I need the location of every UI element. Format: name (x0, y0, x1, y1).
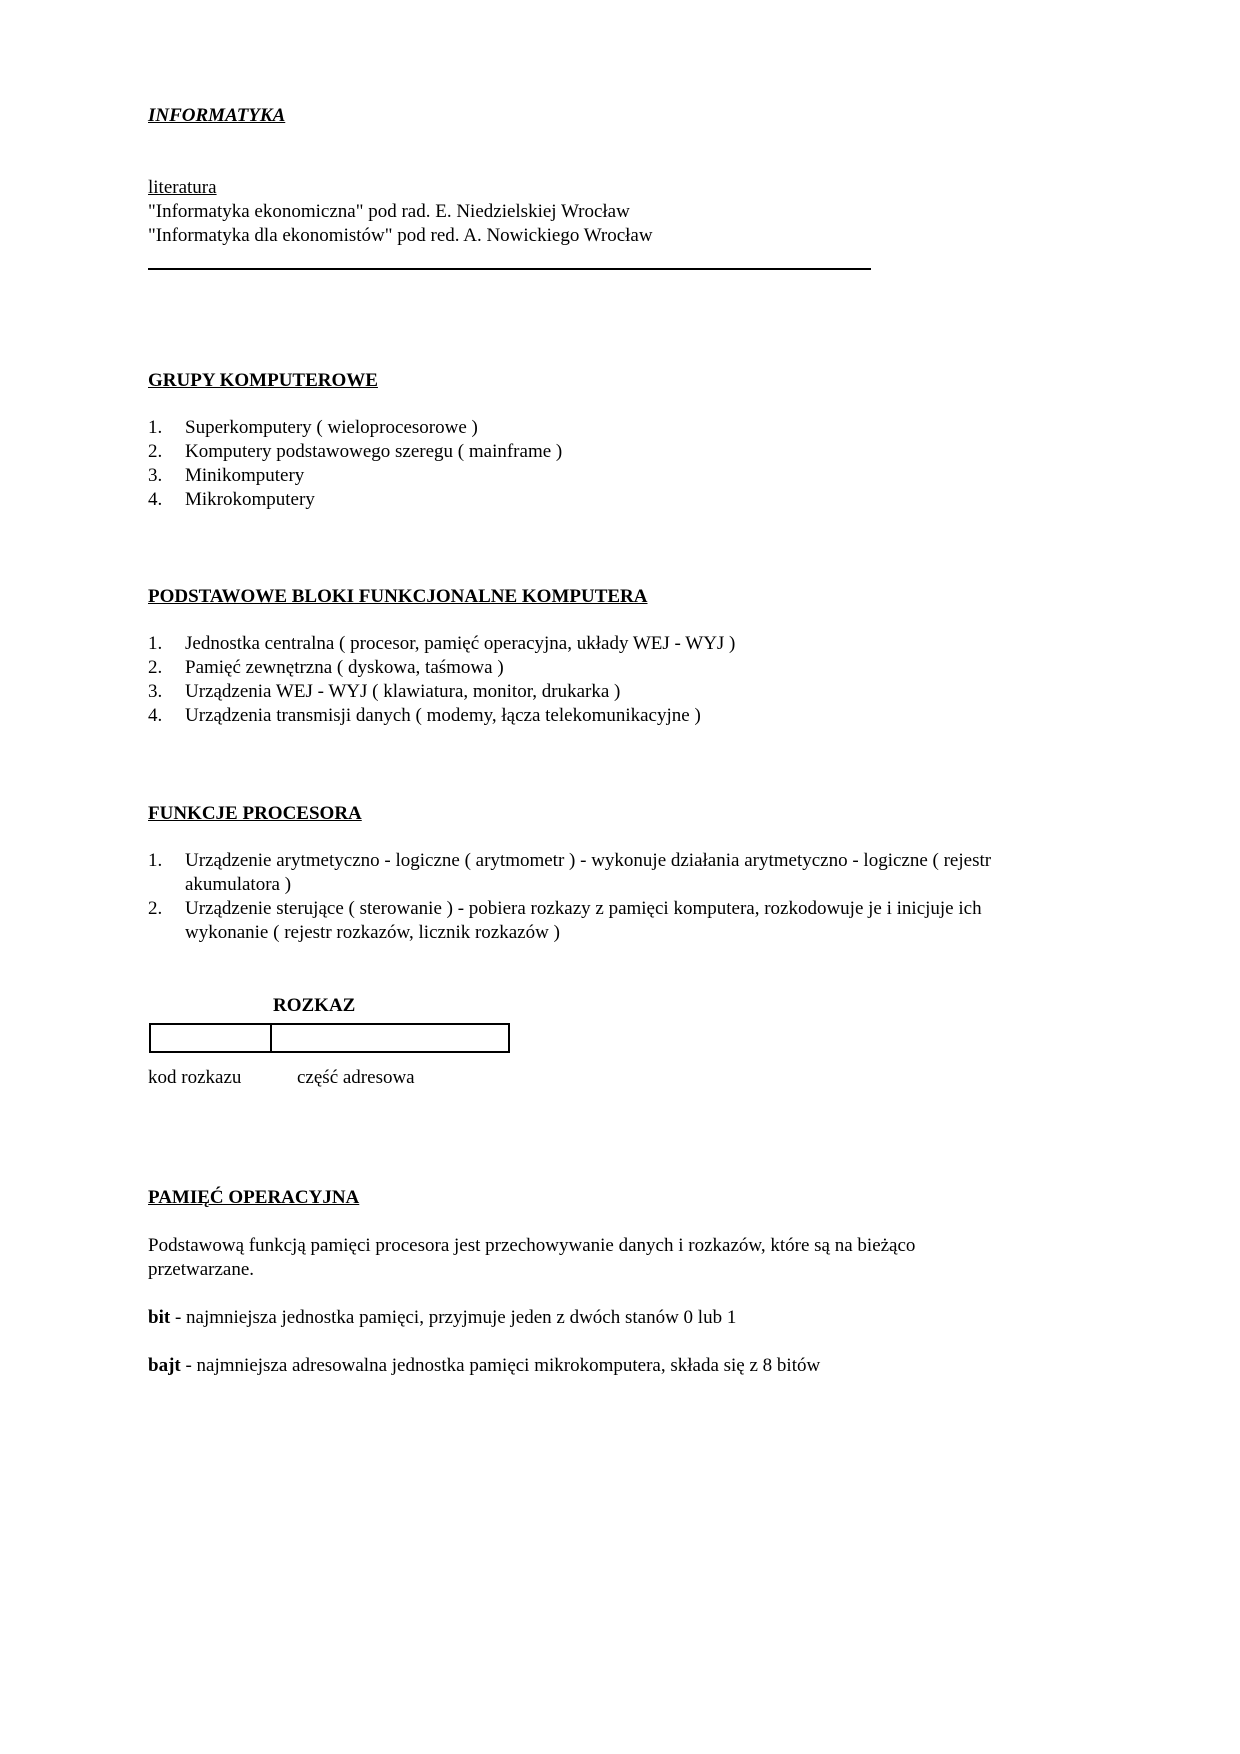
list-item-text: Minikomputery (185, 465, 305, 486)
list-number: 1. (148, 850, 163, 871)
list-item (148, 680, 1048, 704)
list-number: 2. (148, 441, 163, 462)
groups-list (148, 416, 1048, 512)
list-item-text: Urządzenia WEJ - WYJ ( klawiatura, monitor, drukarka ) (185, 681, 621, 702)
literature-item: "Informatyka ekonomiczna" pod rad. E. Niedzielskiej Wrocław (148, 201, 630, 222)
section-heading-groups: GRUPY KOMPUTEROWE (148, 370, 378, 391)
list-item (148, 897, 1068, 945)
rozkaz-address-label: część adresowa (297, 1067, 415, 1088)
bajt-definition (148, 1354, 820, 1378)
list-item-text: Mikrokomputery (185, 489, 315, 510)
list-item-text: Superkomputery ( wieloprocesorowe ) (185, 417, 478, 438)
list-number: 1. (148, 633, 163, 654)
list-number: 4. (148, 489, 163, 510)
blocks-list (148, 632, 1048, 728)
list-number: 2. (148, 657, 163, 678)
literature-item: "Informatyka dla ekonomistów" pod red. A. Nowickiego Wrocław (148, 225, 653, 246)
section-heading-memory: PAMIĘĆ OPERACYJNA (148, 1187, 360, 1208)
horizontal-rule (148, 268, 871, 270)
list-number: 2. (148, 898, 163, 919)
section-heading-processor: FUNKCJE PROCESORA (148, 803, 362, 824)
processor-list (148, 849, 1068, 945)
list-item (148, 440, 1048, 464)
rozkaz-diagram (149, 1023, 510, 1053)
list-item (148, 704, 1048, 728)
list-item (148, 849, 1068, 897)
list-item (148, 656, 1048, 680)
list-number: 3. (148, 465, 163, 486)
bit-definition (148, 1306, 736, 1330)
list-item (148, 416, 1048, 440)
list-item-text: Urządzenie sterujące ( sterowanie ) - pobiera rozkazy z pamięci komputera, rozkodowuje je i inicjuje ich wykonanie ( rejestr rozkazów, licznik rozkazów ) (185, 898, 982, 943)
list-item (148, 488, 1048, 512)
section-heading-blocks: PODSTAWOWE BLOKI FUNKCJONALNE KOMPUTERA (148, 586, 648, 607)
list-item-text: Pamięć zewnętrzna ( dyskowa, taśmowa ) (185, 657, 504, 678)
document-title: INFORMATYKA (148, 105, 286, 126)
list-item (148, 632, 1048, 656)
rozkaz-title: ROZKAZ (273, 995, 356, 1016)
literature-label: literatura (148, 177, 217, 198)
bit-term: bit (148, 1307, 171, 1328)
list-item (148, 464, 1048, 488)
rozkaz-code-label: kod rozkazu (148, 1067, 242, 1088)
list-item-text: Jednostka centralna ( procesor, pamięć operacyjna, układy WEJ - WYJ ) (185, 633, 736, 654)
list-number: 4. (148, 705, 163, 726)
bajt-description: - najmniejsza adresowalna jednostka pamięci mikrokomputera, składa się z 8 bitów (180, 1355, 821, 1376)
bajt-term: bajt (148, 1355, 181, 1376)
rozkaz-divider (270, 1025, 272, 1051)
list-item-text: Urządzenia transmisji danych ( modemy, łącza telekomunikacyjne ) (185, 705, 701, 726)
list-item-text: Urządzenie arytmetyczno - logiczne ( arytmometr ) - wykonuje działania arytmetyczno - logiczne ( rejestr akumulatora ) (185, 850, 992, 895)
memory-paragraph: Podstawową funkcją pamięci procesora jest przechowywanie danych i rozkazów, które są na bieżąco przetwarzane. (148, 1235, 916, 1280)
list-number: 3. (148, 681, 163, 702)
list-number: 1. (148, 417, 163, 438)
list-item-text: Komputery podstawowego szeregu ( mainframe ) (185, 441, 563, 462)
bit-description: - najmniejsza jednostka pamięci, przyjmuje jeden z dwóch stanów 0 lub 1 (170, 1307, 737, 1328)
